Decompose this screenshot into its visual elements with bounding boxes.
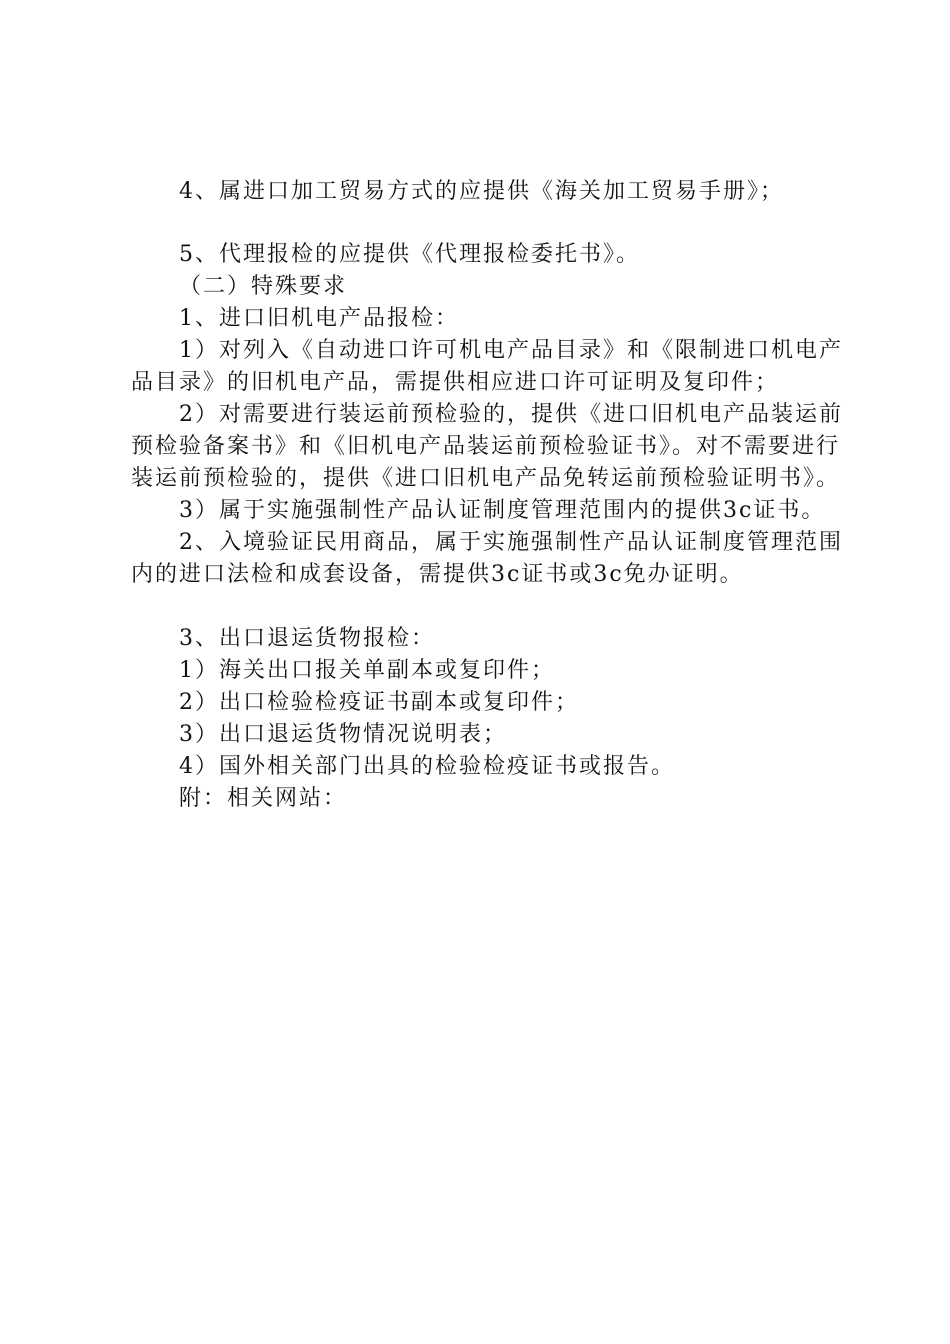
paragraph-import-license-catalogs: 1）对列入《自动进口许可机电产品目录》和《限制进口机电产品目录》的旧机电产品，需提供相应进口许可证明及复印件； [131, 338, 843, 395]
document-body [131, 176, 851, 815]
section-heading-special-requirements: （二）特殊要求 [179, 274, 348, 299]
paragraph-civil-goods-verification: 2、入境验证民用商品，属于实施强制性产品认证制度管理范围内的进口法检和成套设备，需提供3c证书或3c免办证明。 [131, 530, 843, 587]
paragraph-preshipment-inspection: 2）对需要进行装运前预检验的，提供《进口旧机电产品装运前预检验备案书》和《旧机电产品装运前预检验证书》。对不需要进行装运前预检验的，提供《进口旧机电产品免转运前预检验证明书》。 [131, 402, 843, 491]
list-item-customs-declaration-copy: 1）海关出口报关单副本或复印件； [179, 658, 555, 683]
list-item-return-goods-statement: 3）出口退运货物情况说明表； [179, 722, 507, 747]
paragraph-agency-inspection: 5、代理报检的应提供《代理报检委托书》。 [179, 242, 640, 267]
paragraph-used-electromechanical-import: 1、进口旧机电产品报检： [179, 306, 459, 331]
paragraph-export-return-inspection: 3、出口退运货物报检： [179, 626, 435, 651]
paragraph-processing-trade-manual: 4、属进口加工贸易方式的应提供《海关加工贸易手册》； [179, 179, 784, 204]
list-item-foreign-inspection-report: 4）国外相关部门出具的检验检疫证书或报告。 [179, 754, 675, 779]
list-item-inspection-certificate-copy: 2）出口检验检疫证书副本或复印件； [179, 690, 579, 715]
paragraph-3c-certificate: 3）属于实施强制性产品认证制度管理范围内的提供3c证书。 [179, 498, 826, 523]
paragraph-related-websites: 附：相关网站： [179, 786, 348, 811]
